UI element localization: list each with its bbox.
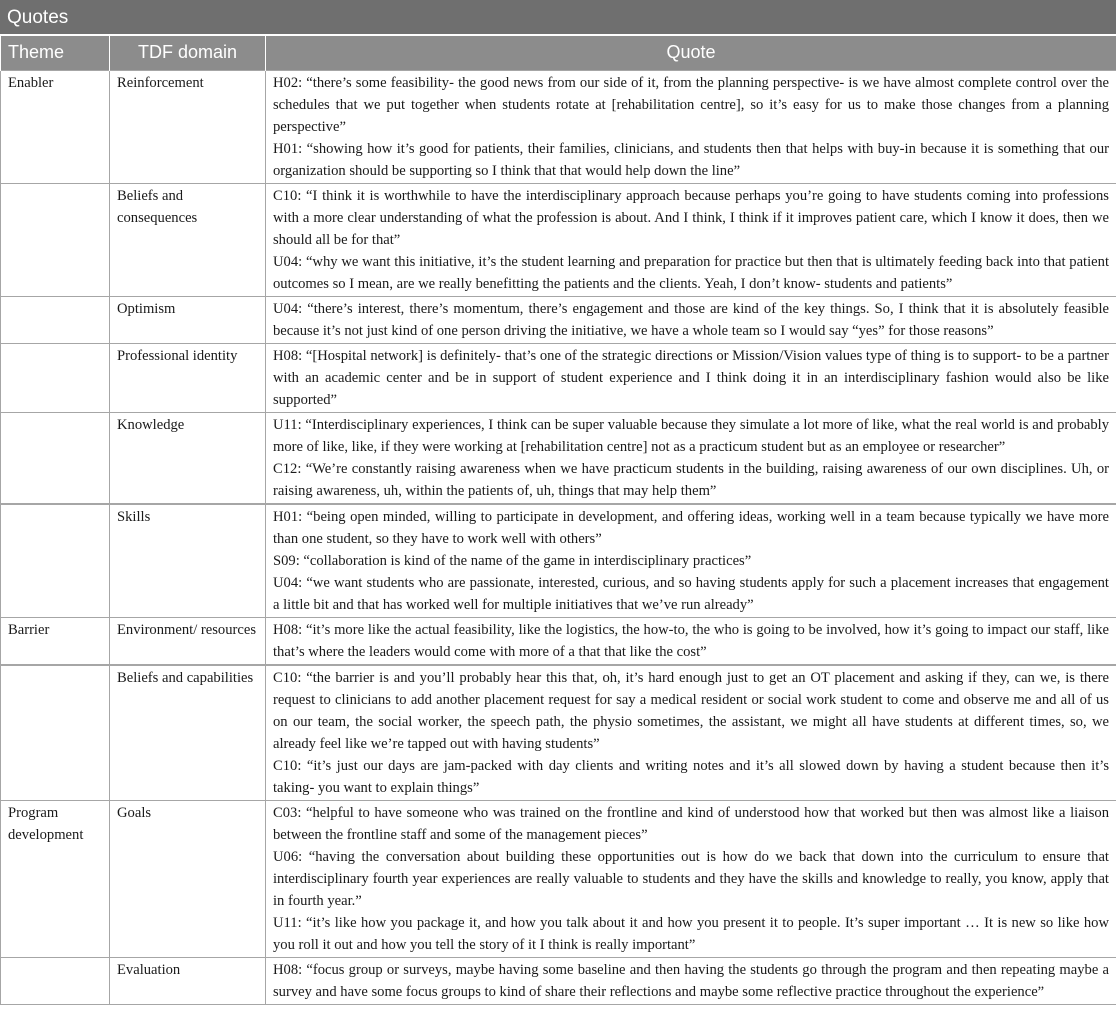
quote-text: C03: “helpful to have someone who was trained on the frontline and kind of understood how that worked but then was almost like a liaison between the frontline staff and some of the management pieces” [273, 804, 1109, 843]
quote-cell [266, 343, 1116, 412]
theme-cell [1, 665, 110, 801]
theme-cell: Program development [1, 800, 110, 957]
domain-cell: Reinforcement [110, 70, 266, 183]
quote-text: S09: “collaboration is kind of the name of the game in interdisciplinary practices” [273, 552, 752, 569]
table-row [1, 800, 1116, 957]
domain-cell: Professional identity [110, 343, 266, 412]
quote-cell [266, 183, 1116, 296]
quote-cell [266, 957, 1116, 1004]
quote-text: C12: “We’re constantly raising awareness when we have practicum students in the building, raising awareness of our own disciplines. Uh, or raising awareness, uh, within the patients of, uh, things that may help them” [273, 460, 1109, 499]
table-row [1, 665, 1116, 801]
table-row [1, 957, 1116, 1004]
table-row [1, 70, 1116, 183]
quotes-table [0, 36, 1116, 1005]
quote-text: H01: “being open minded, willing to participate in development, and offering ideas, working well in a team because typically we have more than one student, so they have to work well with others” [273, 508, 1109, 547]
quote-cell [266, 617, 1116, 665]
table-row [1, 183, 1116, 296]
table-row [1, 343, 1116, 412]
table-row [1, 412, 1116, 504]
domain-cell: Goals [110, 800, 266, 957]
theme-cell [1, 957, 110, 1004]
quote-text: H08: “[Hospital network] is definitely- that’s one of the strategic directions or Mission/Vision values type of thing is to support- to be a partner with an academic center and be in support of student experience and I think doing it in an interdisciplinary fashion would also be like supported” [273, 347, 1109, 408]
table-row [1, 617, 1116, 665]
domain-cell: Beliefs and capabilities [110, 665, 266, 801]
domain-cell: Environment/ resources [110, 617, 266, 665]
quote-text: H02: “there’s some feasibility- the good news from our side of it, from the planning perspective- is we have almost complete control over the schedules that we put together when students rotate at [rehabilitation centre], so it’s easy for us to make those changes from a planning perspective” [273, 74, 1109, 135]
table-header [1, 36, 1116, 70]
header-quote: Quote [266, 36, 1116, 70]
theme-cell [1, 412, 110, 504]
quote-text: H08: “focus group or surveys, maybe having some baseline and then having the students go through the program and then repeating maybe a survey and have some focus groups to kind of share their reflections and maybe some reflective practice throughout the experience” [273, 961, 1109, 1000]
domain-cell: Evaluation [110, 957, 266, 1004]
quote-text: C10: “it’s just our days are jam-packed with day clients and writing notes and it’s all slowed down by having a student because then it’s taking- you want to explain things” [273, 757, 1109, 796]
quote-cell [266, 504, 1116, 618]
quote-text: C10: “I think it is worthwhile to have the interdisciplinary approach because perhaps you’re going to have students coming into professions with a more clear understanding of what the profession is about. And I think, I think if it improves patient care, which I know it does, then we should all be for that” [273, 187, 1109, 248]
quote-cell [266, 70, 1116, 183]
quote-text: H08: “it’s more like the actual feasibility, like the logistics, the how-to, the who is going to be involved, how it’s going to impact our staff, like that’s where the leaders would come with more of a that that like the cost” [273, 621, 1109, 660]
quote-text: U04: “we want students who are passionate, interested, curious, and so having students apply for such a placement increases that engagement a little bit and that has worked well for multiple initiatives that we’ve run already” [273, 574, 1109, 613]
theme-cell [1, 343, 110, 412]
quote-cell [266, 412, 1116, 504]
table-title: Quotes [0, 0, 1116, 36]
quote-text: U11: “Interdisciplinary experiences, I think can be super valuable because they simulate a lot more of like, what the real world is and probably more of like, like, if they were working at [rehabilitation centre] not as a practicum student but as an employee or researcher” [273, 416, 1109, 455]
table-row [1, 504, 1116, 618]
table-body [1, 70, 1116, 1004]
header-theme: Theme [1, 36, 110, 70]
quote-cell [266, 665, 1116, 801]
header-tdf-domain: TDF domain [110, 36, 266, 70]
theme-cell: Barrier [1, 617, 110, 665]
domain-cell: Knowledge [110, 412, 266, 504]
domain-cell: Skills [110, 504, 266, 618]
quote-cell [266, 296, 1116, 343]
quote-text: U11: “it’s like how you package it, and how you talk about it and how you present it to people. It’s super important … It is new so like how you roll it out and how you tell the story of it I think is really important” [273, 914, 1109, 953]
quote-text: U04: “there’s interest, there’s momentum, there’s engagement and those are kind of the key things. So, I think that it is absolutely feasible because it’s not just kind of one person driving the initiative, we have a whole team so I would say “yes” for those reasons” [273, 300, 1109, 339]
table-row [1, 296, 1116, 343]
domain-cell: Optimism [110, 296, 266, 343]
quote-text: U04: “why we want this initiative, it’s the student learning and preparation for practice but then that is ultimately feeding back into that patient outcomes so I mean, are we really benefitting the patients and the clients. Yeah, I don’t know- students and patients” [273, 253, 1109, 292]
quote-text: U06: “having the conversation about building these opportunities out is how do we back that down into the curriculum to ensure that interdisciplinary fourth year experiences are really valuable to students and they have the skills and knowledge to really, you know, apply that in fourth year.” [273, 848, 1109, 909]
quote-text: C10: “the barrier is and you’ll probably hear this that, oh, it’s hard enough just to get an OT placement and asking if they, can we, is there request to clinicians to add another placement request for say a medical resident or social work student to come and observe me and all of us on our team, the social worker, the speech path, the physio sometimes, the assistant, we might all have students at different times, so, we already feel like we’re tapped out with having students” [273, 669, 1109, 752]
theme-cell [1, 504, 110, 618]
theme-cell [1, 296, 110, 343]
quote-cell [266, 800, 1116, 957]
quote-text: H01: “showing how it’s good for patients, their families, clinicians, and students then that helps with buy-in because it is something that our organization should be supporting so I think that that would help down the line” [273, 140, 1109, 179]
domain-cell: Beliefs and consequences [110, 183, 266, 296]
theme-cell [1, 183, 110, 296]
theme-cell: Enabler [1, 70, 110, 183]
